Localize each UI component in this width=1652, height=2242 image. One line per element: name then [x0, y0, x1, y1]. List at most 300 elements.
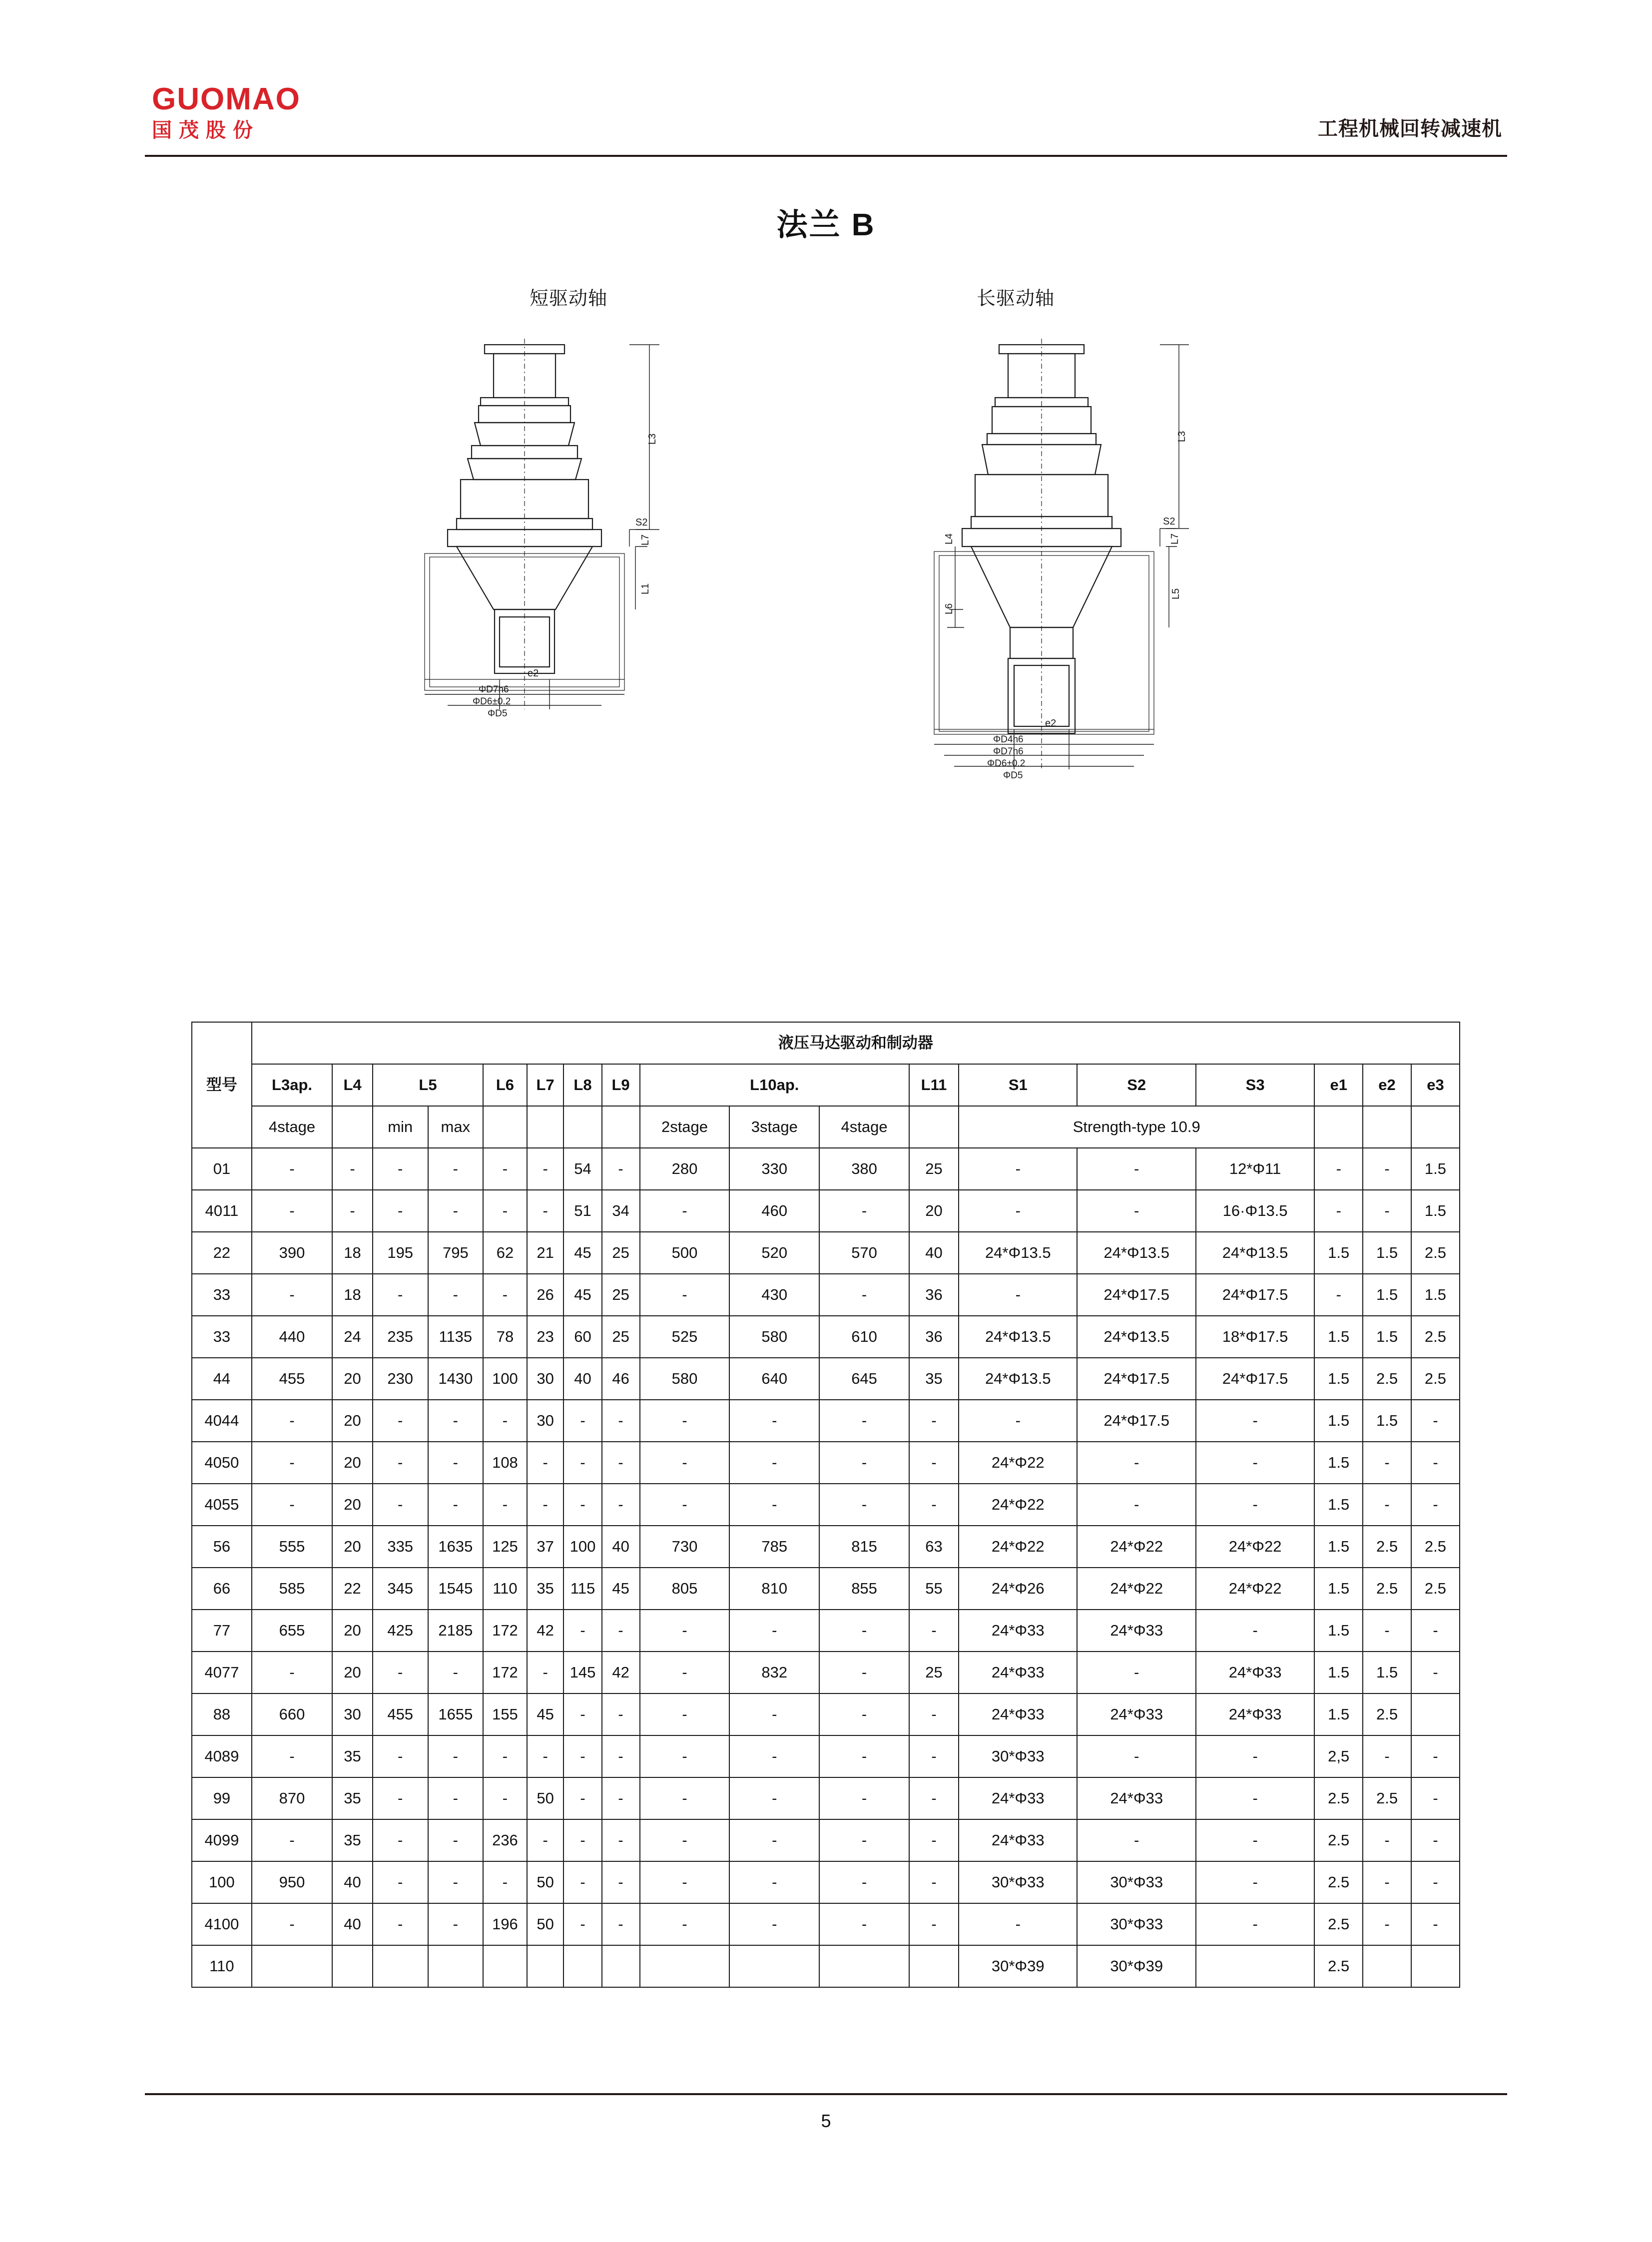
cell-l11: 36	[909, 1316, 959, 1358]
cell-l10-3stage: 430	[729, 1274, 819, 1316]
cell-l11: 55	[909, 1568, 959, 1610]
cell-l5-min: 195	[373, 1232, 428, 1274]
cell-l5-max: -	[428, 1777, 484, 1819]
cell-s1: -	[959, 1903, 1077, 1945]
cell-l9: -	[602, 1610, 640, 1652]
cell-l7: 21	[527, 1232, 564, 1274]
cell-model: 66	[192, 1568, 252, 1610]
cell-l10-4stage: -	[819, 1735, 909, 1777]
cell-e3: -	[1411, 1735, 1460, 1777]
cell-model: 56	[192, 1526, 252, 1568]
cell-l8: -	[563, 1610, 601, 1652]
cell-e1: 1.5	[1314, 1358, 1363, 1400]
cell-l10-2stage: -	[640, 1610, 730, 1652]
cell-l10-2stage: 730	[640, 1526, 730, 1568]
cell-l10-2stage: -	[640, 1484, 730, 1526]
cell-l5-max: 1635	[428, 1526, 484, 1568]
cell-l10-3stage: 640	[729, 1358, 819, 1400]
svg-text:S2: S2	[635, 517, 648, 528]
column-header-s2: S2	[1077, 1064, 1195, 1106]
cell-l9: -	[602, 1400, 640, 1442]
cell-model: 99	[192, 1777, 252, 1819]
cell-s1: 30*Φ33	[959, 1735, 1077, 1777]
cell-l10-3stage: -	[729, 1442, 819, 1484]
cell-l10-2stage: -	[640, 1442, 730, 1484]
subheader-l3ap-stage: 4stage	[252, 1106, 332, 1148]
column-header-l11: L11	[909, 1064, 959, 1106]
cell-l3ap: -	[252, 1400, 332, 1442]
cell-l10-4stage: -	[819, 1693, 909, 1735]
cell-l5-max: -	[428, 1652, 484, 1693]
footer-divider	[145, 2093, 1507, 2095]
table-row	[192, 1232, 1460, 1274]
cell-l10-2stage: -	[640, 1819, 730, 1861]
cell-s3: 24*Φ17.5	[1196, 1358, 1314, 1400]
cell-s2: 24*Φ17.5	[1077, 1358, 1195, 1400]
cell-l8: -	[563, 1693, 601, 1735]
column-header-l9: L9	[602, 1064, 640, 1106]
cell-l5-min: 335	[373, 1526, 428, 1568]
cell-l10-2stage: -	[640, 1652, 730, 1693]
cell-l10-4stage: -	[819, 1819, 909, 1861]
cell-l10-4stage: -	[819, 1190, 909, 1232]
cell-s1: 24*Φ22	[959, 1442, 1077, 1484]
cell-l11: -	[909, 1777, 959, 1819]
cell-l3ap: 660	[252, 1693, 332, 1735]
cell-l7: -	[527, 1484, 564, 1526]
cell-l7: 30	[527, 1358, 564, 1400]
cell-l7: 37	[527, 1526, 564, 1568]
cell-s1: 30*Φ33	[959, 1861, 1077, 1903]
cell-e3: 2.5	[1411, 1568, 1460, 1610]
cell-e1: 2,5	[1314, 1735, 1363, 1777]
cell-l10-4stage: -	[819, 1903, 909, 1945]
cell-l5-max: -	[428, 1819, 484, 1861]
column-header-l5: L5	[373, 1064, 483, 1106]
cell-l5-max: -	[428, 1442, 484, 1484]
svg-text:e2: e2	[528, 668, 539, 679]
cell-l7: -	[527, 1819, 564, 1861]
cell-l11: -	[909, 1735, 959, 1777]
cell-l4: 20	[332, 1484, 373, 1526]
cell-l3ap: -	[252, 1652, 332, 1693]
cell-e3: 2.5	[1411, 1232, 1460, 1274]
cell-model: 33	[192, 1274, 252, 1316]
cell-l3ap: 950	[252, 1861, 332, 1903]
cell-e1: 1.5	[1314, 1652, 1363, 1693]
cell-l10-3stage: -	[729, 1735, 819, 1777]
cell-l4: 20	[332, 1652, 373, 1693]
cell-l10-3stage: 330	[729, 1148, 819, 1190]
cell-l8: -	[563, 1400, 601, 1442]
cell-model: 22	[192, 1232, 252, 1274]
cell-l3ap: -	[252, 1819, 332, 1861]
cell-l5-max: -	[428, 1400, 484, 1442]
cell-l10-4stage: -	[819, 1652, 909, 1693]
subheader-l8-empty	[563, 1106, 601, 1148]
cell-s3: -	[1196, 1610, 1314, 1652]
cell-l10-2stage: -	[640, 1400, 730, 1442]
cell-l10-3stage: -	[729, 1903, 819, 1945]
cell-e2: 2.5	[1363, 1568, 1411, 1610]
cell-l5-min: -	[373, 1442, 428, 1484]
page-number: 5	[821, 2111, 831, 2131]
cell-e1: 2.5	[1314, 1945, 1363, 1987]
cell-s1: 24*Φ13.5	[959, 1358, 1077, 1400]
cell-l11: 25	[909, 1148, 959, 1190]
cell-s2: 24*Φ22	[1077, 1568, 1195, 1610]
cell-model: 77	[192, 1610, 252, 1652]
cell-l6	[483, 1945, 527, 1987]
cell-l9: -	[602, 1484, 640, 1526]
svg-text:ΦD4h6: ΦD4h6	[993, 734, 1024, 745]
cell-l8: 145	[563, 1652, 601, 1693]
column-header-model: 型号	[192, 1022, 252, 1148]
cell-l10-3stage: 460	[729, 1190, 819, 1232]
cell-l10-4stage: 815	[819, 1526, 909, 1568]
cell-l10-2stage: 525	[640, 1316, 730, 1358]
subheader-strength-type: Strength-type 10.9	[959, 1106, 1314, 1148]
cell-l3ap: 870	[252, 1777, 332, 1819]
cell-l6: 196	[483, 1903, 527, 1945]
cell-l5-min: 345	[373, 1568, 428, 1610]
cell-l5-min: -	[373, 1484, 428, 1526]
cell-l5-max: -	[428, 1735, 484, 1777]
cell-l3ap: -	[252, 1903, 332, 1945]
cell-l10-4stage: -	[819, 1610, 909, 1652]
subheader-l5-min: min	[373, 1106, 428, 1148]
cell-s1: 24*Φ33	[959, 1777, 1077, 1819]
cell-l11: -	[909, 1903, 959, 1945]
cell-l10-3stage: 810	[729, 1568, 819, 1610]
cell-l10-4stage: 855	[819, 1568, 909, 1610]
cell-model: 4055	[192, 1484, 252, 1526]
cell-model: 4089	[192, 1735, 252, 1777]
cell-l3ap: 585	[252, 1568, 332, 1610]
cell-l10-3stage: -	[729, 1819, 819, 1861]
cell-l10-3stage: -	[729, 1484, 819, 1526]
cell-e2: 1.5	[1363, 1316, 1411, 1358]
cell-l4: 35	[332, 1735, 373, 1777]
cell-e2	[1363, 1945, 1411, 1987]
cell-l7: -	[527, 1442, 564, 1484]
cell-model: 01	[192, 1148, 252, 1190]
cell-e2: -	[1363, 1610, 1411, 1652]
cell-s2: -	[1077, 1819, 1195, 1861]
cell-l4: 20	[332, 1442, 373, 1484]
cell-l9: 25	[602, 1316, 640, 1358]
svg-text:ΦD5: ΦD5	[1003, 770, 1023, 781]
cell-l10-4stage	[819, 1945, 909, 1987]
cell-e3: 2.5	[1411, 1358, 1460, 1400]
cell-l5-min	[373, 1945, 428, 1987]
table-row	[192, 1693, 1460, 1735]
cell-s2: 30*Φ33	[1077, 1861, 1195, 1903]
page-header	[145, 75, 1507, 160]
cell-l6: -	[483, 1148, 527, 1190]
cell-e3: 2.5	[1411, 1526, 1460, 1568]
cell-l10-3stage: -	[729, 1400, 819, 1442]
cell-l8: -	[563, 1484, 601, 1526]
caption-long-drive-shaft: 长驱动轴	[977, 288, 1055, 309]
cell-l10-3stage: 580	[729, 1316, 819, 1358]
cell-l11: 25	[909, 1652, 959, 1693]
subheader-l7-empty	[527, 1106, 564, 1148]
cell-s1: 24*Φ26	[959, 1568, 1077, 1610]
cell-l9: -	[602, 1777, 640, 1819]
cell-l10-3stage: -	[729, 1777, 819, 1819]
cell-l5-min: -	[373, 1777, 428, 1819]
cell-l10-4stage: -	[819, 1274, 909, 1316]
cell-l7: 35	[527, 1568, 564, 1610]
cell-e2: 1.5	[1363, 1274, 1411, 1316]
cell-l4: 20	[332, 1610, 373, 1652]
cell-l9: 42	[602, 1652, 640, 1693]
cell-l6: -	[483, 1400, 527, 1442]
table-row	[192, 1526, 1460, 1568]
cell-l5-max: 2185	[428, 1610, 484, 1652]
cell-l4: -	[332, 1148, 373, 1190]
cell-e3: -	[1411, 1484, 1460, 1526]
cell-s1: 24*Φ13.5	[959, 1232, 1077, 1274]
cell-e1: 1.5	[1314, 1316, 1363, 1358]
column-header-l7: L7	[527, 1064, 564, 1106]
cell-e3: -	[1411, 1610, 1460, 1652]
cell-l3ap: -	[252, 1148, 332, 1190]
cell-l9: 25	[602, 1274, 640, 1316]
subheader-e3-empty	[1411, 1106, 1460, 1148]
cell-l4: 40	[332, 1903, 373, 1945]
cell-model: 4044	[192, 1400, 252, 1442]
subheader-l6-empty	[483, 1106, 527, 1148]
cell-l5-min: -	[373, 1400, 428, 1442]
table-row	[192, 1190, 1460, 1232]
cell-s1: 24*Φ33	[959, 1652, 1077, 1693]
cell-s3: -	[1196, 1735, 1314, 1777]
cell-s1: 24*Φ33	[959, 1819, 1077, 1861]
cell-s2: -	[1077, 1190, 1195, 1232]
cell-l10-2stage: -	[640, 1693, 730, 1735]
specification-table	[191, 1022, 1460, 1988]
cell-l9: -	[602, 1693, 640, 1735]
cell-l10-2stage: -	[640, 1735, 730, 1777]
svg-text:L3: L3	[1176, 431, 1187, 442]
cell-l4: 30	[332, 1693, 373, 1735]
cell-e2: -	[1363, 1148, 1411, 1190]
cell-l5-max: -	[428, 1903, 484, 1945]
cell-l9: -	[602, 1819, 640, 1861]
cell-l7: -	[527, 1190, 564, 1232]
cell-l3ap: -	[252, 1274, 332, 1316]
cell-l8: 60	[563, 1316, 601, 1358]
company-logo	[152, 83, 301, 142]
cell-s2: -	[1077, 1442, 1195, 1484]
cell-s1: 24*Φ33	[959, 1610, 1077, 1652]
cell-l9	[602, 1945, 640, 1987]
cell-l3ap: 655	[252, 1610, 332, 1652]
cell-l10-3stage: -	[729, 1610, 819, 1652]
table-row	[192, 1861, 1460, 1903]
cell-e3: -	[1411, 1777, 1460, 1819]
cell-l10-2stage: -	[640, 1190, 730, 1232]
cell-e3: 1.5	[1411, 1274, 1460, 1316]
column-header-l6: L6	[483, 1064, 527, 1106]
svg-text:L6: L6	[944, 603, 955, 614]
cell-l10-3stage: -	[729, 1693, 819, 1735]
cell-l7: 50	[527, 1861, 564, 1903]
subheader-l10-3stage: 3stage	[729, 1106, 819, 1148]
cell-l6: 110	[483, 1568, 527, 1610]
cell-l10-3stage: 785	[729, 1526, 819, 1568]
cell-l7: -	[527, 1148, 564, 1190]
cell-l5-min: -	[373, 1819, 428, 1861]
cell-s1: -	[959, 1190, 1077, 1232]
cell-model: 4099	[192, 1819, 252, 1861]
cell-l8: -	[563, 1903, 601, 1945]
subheader-e2-empty	[1363, 1106, 1411, 1148]
cell-e1: 2.5	[1314, 1861, 1363, 1903]
cell-s1: -	[959, 1148, 1077, 1190]
cell-l9: 46	[602, 1358, 640, 1400]
cell-l5-max: -	[428, 1274, 484, 1316]
cell-l9: -	[602, 1903, 640, 1945]
cell-l6: 78	[483, 1316, 527, 1358]
cell-s3: -	[1196, 1400, 1314, 1442]
subheader-l10-4stage: 4stage	[819, 1106, 909, 1148]
cell-s3: -	[1196, 1903, 1314, 1945]
cell-l6: -	[483, 1861, 527, 1903]
cell-l9: -	[602, 1735, 640, 1777]
cell-s3: 16·Φ13.5	[1196, 1190, 1314, 1232]
cell-e3: -	[1411, 1652, 1460, 1693]
cell-l3ap: -	[252, 1190, 332, 1232]
subheader-l11-empty	[909, 1106, 959, 1148]
cell-l7: 42	[527, 1610, 564, 1652]
subheader-e1-empty	[1314, 1106, 1363, 1148]
cell-e2: -	[1363, 1190, 1411, 1232]
drawing-long-drive-shaft	[849, 330, 1289, 949]
cell-e1: 1.5	[1314, 1526, 1363, 1568]
cell-e1: 1.5	[1314, 1568, 1363, 1610]
cell-l10-4stage: -	[819, 1861, 909, 1903]
cell-l7: -	[527, 1652, 564, 1693]
cell-l9: -	[602, 1861, 640, 1903]
cell-s2: 24*Φ17.5	[1077, 1274, 1195, 1316]
svg-text:ΦD5: ΦD5	[488, 708, 508, 719]
cell-l4	[332, 1945, 373, 1987]
cell-e1: 1.5	[1314, 1484, 1363, 1526]
column-header-e3: e3	[1411, 1064, 1460, 1106]
table-row	[192, 1442, 1460, 1484]
cell-e3: 2.5	[1411, 1316, 1460, 1358]
cell-s3: 12*Φ11	[1196, 1148, 1314, 1190]
cell-l7: 45	[527, 1693, 564, 1735]
cell-l8: -	[563, 1777, 601, 1819]
column-header-s3: S3	[1196, 1064, 1314, 1106]
column-header-e1: e1	[1314, 1064, 1363, 1106]
cell-l5-max: 1430	[428, 1358, 484, 1400]
cell-l8	[563, 1945, 601, 1987]
page-title: 法兰 B	[776, 208, 876, 242]
cell-s3: 24*Φ33	[1196, 1652, 1314, 1693]
cell-l9: 40	[602, 1526, 640, 1568]
cell-l4: 22	[332, 1568, 373, 1610]
cell-e3: -	[1411, 1400, 1460, 1442]
cell-model: 4050	[192, 1442, 252, 1484]
cell-s3: 24*Φ22	[1196, 1526, 1314, 1568]
cell-l6: -	[483, 1190, 527, 1232]
cell-l5-min: -	[373, 1274, 428, 1316]
svg-text:ΦD6±0.2: ΦD6±0.2	[987, 758, 1026, 769]
cell-l4: 35	[332, 1777, 373, 1819]
subheader-l4-empty	[332, 1106, 373, 1148]
table-row	[192, 1945, 1460, 1987]
svg-text:L1: L1	[640, 583, 651, 594]
cell-s2: -	[1077, 1652, 1195, 1693]
cell-s2: 24*Φ22	[1077, 1526, 1195, 1568]
cell-s3: -	[1196, 1484, 1314, 1526]
svg-text:L4: L4	[944, 533, 955, 545]
cell-l6: 236	[483, 1819, 527, 1861]
cell-e3: 1.5	[1411, 1148, 1460, 1190]
cell-l7: 26	[527, 1274, 564, 1316]
cell-l10-2stage	[640, 1945, 730, 1987]
cell-s3: 24*Φ13.5	[1196, 1232, 1314, 1274]
cell-l8: 45	[563, 1232, 601, 1274]
header-title: 工程机械回转减速机	[1318, 118, 1502, 140]
cell-s3: 18*Φ17.5	[1196, 1316, 1314, 1358]
table-row	[192, 1358, 1460, 1400]
column-header-l8: L8	[563, 1064, 601, 1106]
cell-l10-4stage: 380	[819, 1148, 909, 1190]
cell-l10-2stage: -	[640, 1861, 730, 1903]
cell-l11: 36	[909, 1274, 959, 1316]
cell-e2: 2.5	[1363, 1693, 1411, 1735]
cell-e2: 1.5	[1363, 1400, 1411, 1442]
cell-l11	[909, 1945, 959, 1987]
cell-e3	[1411, 1945, 1460, 1987]
cell-s3	[1196, 1945, 1314, 1987]
cell-s2: -	[1077, 1484, 1195, 1526]
cell-l5-max: 795	[428, 1232, 484, 1274]
cell-e3: -	[1411, 1903, 1460, 1945]
cell-e2: -	[1363, 1903, 1411, 1945]
cell-e1: 1.5	[1314, 1232, 1363, 1274]
cell-l7: 23	[527, 1316, 564, 1358]
cell-l9: 25	[602, 1232, 640, 1274]
cell-l5-max: 1655	[428, 1693, 484, 1735]
cell-l11: -	[909, 1400, 959, 1442]
table-row	[192, 1610, 1460, 1652]
cell-s2: -	[1077, 1148, 1195, 1190]
cell-l4: -	[332, 1190, 373, 1232]
cell-l10-4stage: -	[819, 1484, 909, 1526]
cell-l11: 35	[909, 1358, 959, 1400]
cell-l5-min: -	[373, 1903, 428, 1945]
cell-l11: 20	[909, 1190, 959, 1232]
subheader-l5-max: max	[428, 1106, 484, 1148]
cell-l7: 50	[527, 1777, 564, 1819]
column-header-l3ap: L3ap.	[252, 1064, 332, 1106]
svg-text:ΦD7h6: ΦD7h6	[993, 746, 1024, 757]
cell-l5-max: 1545	[428, 1568, 484, 1610]
cell-l3ap: 390	[252, 1232, 332, 1274]
table-row	[192, 1316, 1460, 1358]
cell-s2: 30*Φ39	[1077, 1945, 1195, 1987]
cell-s2: -	[1077, 1735, 1195, 1777]
cell-l9: -	[602, 1148, 640, 1190]
cell-l10-3stage: -	[729, 1861, 819, 1903]
